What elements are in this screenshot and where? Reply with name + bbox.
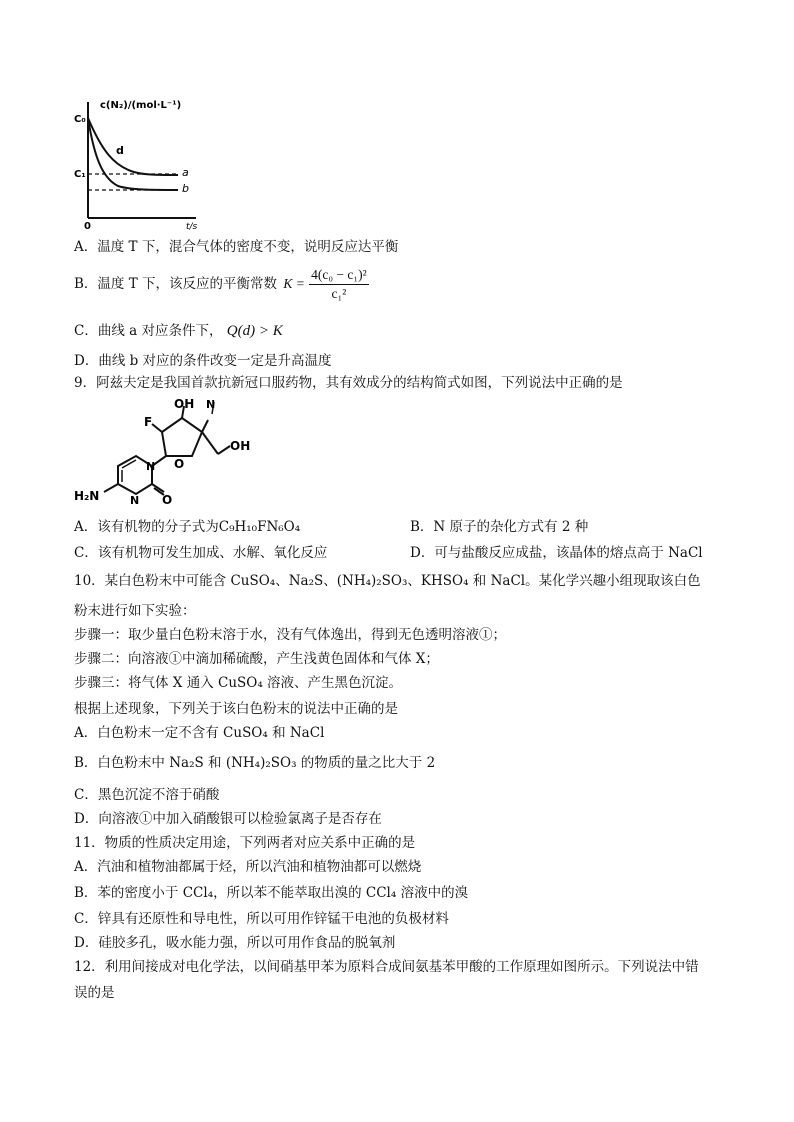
q10-question: 根据上述现象，下列关于该白色粉末的说法中正确的是: [74, 701, 398, 717]
curve-d-label: d: [116, 144, 124, 157]
mol-oh-top: OH: [174, 397, 195, 411]
q10-option-b: B．白色粉末中 Na₂S 和 (NH₄)₂SO₃ 的物质的量之比大于 2: [74, 755, 436, 771]
c0-label: C₀: [74, 114, 86, 125]
mol-n3: N: [130, 494, 140, 507]
concentration-time-graph: [74, 96, 204, 230]
q8-k-symbol: K =: [283, 276, 305, 291]
mol-n1: N: [146, 460, 156, 473]
q11-option-d: D．硅胶多孔，吸水能力强，所以可用作食品的脱氧剂: [74, 935, 396, 951]
q8-option-d: D．曲线 b 对应的条件改变一定是升高温度: [74, 353, 332, 369]
origin-label: 0: [84, 221, 91, 230]
q8-option-c: [74, 322, 283, 340]
q11-option-c: C．锌具有还原性和导电性，所以可用作锌锰干电池的负极材料: [74, 911, 449, 927]
curve-a-label: a: [182, 166, 189, 179]
q9-option-a: A．该有机物的分子式为C₉H₁₀FN₆O₄: [74, 519, 301, 535]
curve-b-label: b: [182, 182, 189, 195]
q10-step2: 步骤二：向溶液①中滴加稀硫酸，产生浅黄色固体和气体 X；: [74, 651, 439, 667]
q8-option-a: A．温度 T 下，混合气体的密度不变，说明反应达平衡: [74, 239, 399, 255]
q10-stem-line1: 10．某白色粉末中可能含 CuSO₄、Na₂S、(NH₄)₂SO₃、KHSO₄ 和 NaCl。某化学兴趣小组现取该白色: [74, 573, 701, 589]
q8-k-numerator: 4(c₀ − c₁)²: [309, 266, 369, 285]
q10-option-c: C．黑色沉淀不溶于硝酸: [74, 787, 220, 803]
q10-step3: 步骤三：将气体 X 通入 CuSO₄ 溶液、产生黑色沉淀。: [74, 675, 403, 691]
q9-option-b: B．N 原子的杂化方式有 2 种: [410, 519, 589, 535]
curve-b: [88, 118, 178, 190]
mol-f: F: [144, 415, 153, 429]
y-axis-label: c(N₂)/(mol·L⁻¹): [100, 100, 182, 111]
q8-option-b-prefix: B．温度 T 下，该反应的平衡常数: [74, 276, 278, 292]
mol-azide-n: N: [206, 398, 216, 411]
q9-option-d: D．可与盐酸反应成盐，该晶体的熔点高于 NaCl: [410, 545, 703, 561]
q8-option-c-prefix: C．曲线 a 对应条件下，: [74, 323, 223, 339]
q11-option-b: B．苯的密度小于 CCl₄，所以苯不能萃取出溴的 CCl₄ 溶液中的溴: [74, 885, 469, 901]
azvudine-structure: [74, 396, 254, 508]
q9-stem: 9．阿兹夫定是我国首款抗新冠口服药物，其有效成分的结构简式如图，下列说法中正确的是: [74, 375, 623, 391]
mol-carbonyl-o: O: [162, 493, 173, 507]
mol-oh-side: OH: [230, 439, 251, 453]
x-axis-label: t/s: [186, 222, 198, 230]
q12-stem-line1: 12．利用间接成对电化学法，以间硝基甲苯为原料合成间氨基苯甲酸的工作原理如图所示。下列说法中错: [74, 959, 699, 975]
q8-option-b: [74, 266, 369, 303]
q10-stem-line2: 粉末进行如下实验：: [74, 603, 196, 619]
q11-option-a: A．汽油和植物油都属于烃，所以汽油和植物油都可以燃烧: [74, 859, 422, 875]
c1-label: C₁: [74, 169, 86, 180]
q10-step1: 步骤一：取少量白色粉末溶于水，没有气体逸出，得到无色透明溶液①；: [74, 627, 506, 643]
mol-h2n: H₂N: [74, 489, 100, 503]
q10-option-a: A．白色粉末一定不含有 CuSO₄ 和 NaCl: [74, 725, 325, 741]
q11-stem: 11．物质的性质决定用途，下列两者对应关系中正确的是: [74, 835, 416, 851]
mol-ring-o: O: [174, 457, 185, 471]
q8-k-fraction: [309, 266, 369, 303]
q12-stem-line2: 误的是: [74, 985, 115, 1001]
q9-option-c: C．该有机物可发生加成、水解、氧化反应: [74, 545, 328, 561]
q8-k-denominator: c₁²: [331, 286, 347, 301]
q10-option-d: D．向溶液①中加入硝酸银可以检验氯离子是否存在: [74, 811, 382, 827]
q8-option-c-formula: Q(d) > K: [226, 323, 283, 339]
